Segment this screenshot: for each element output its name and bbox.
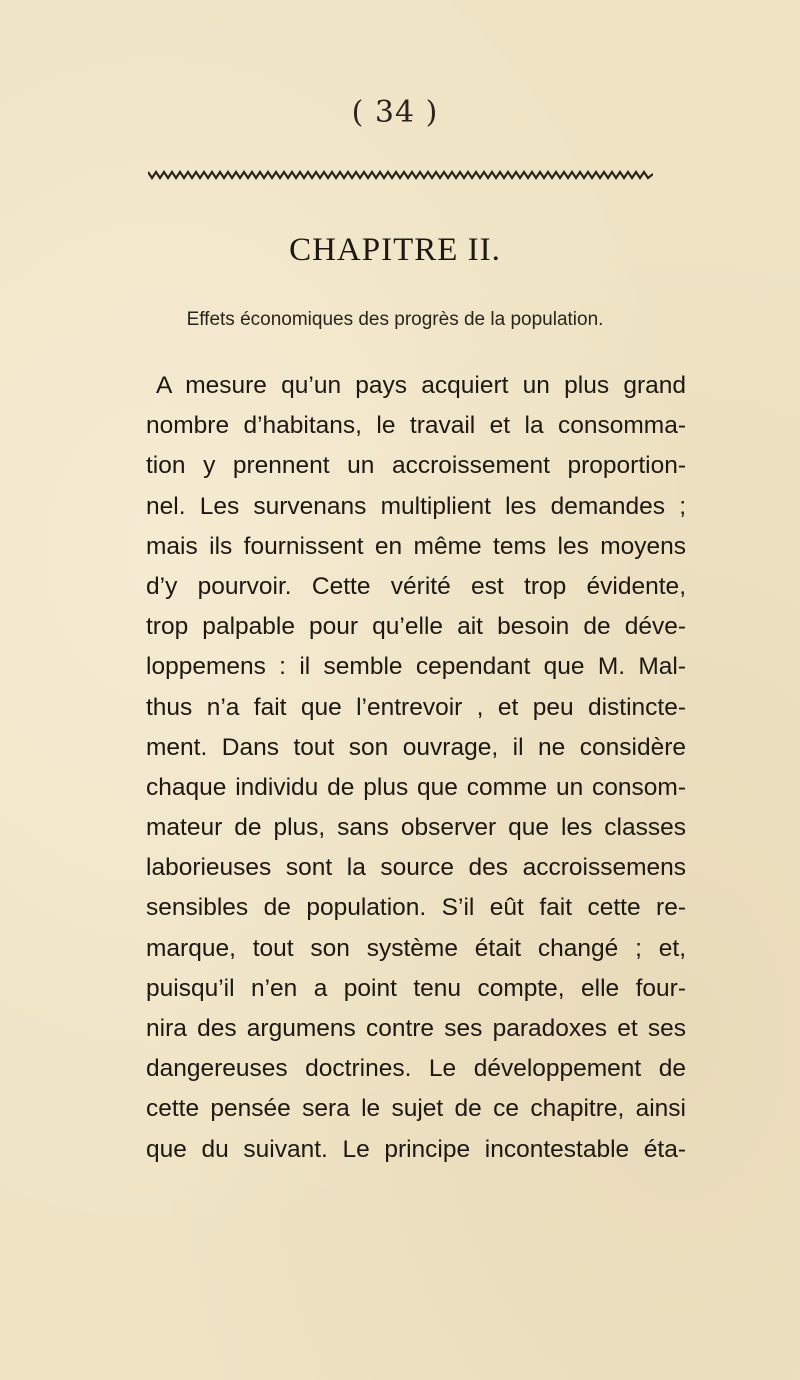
text-line: tion y prennent un accroissement proportion- <box>146 452 686 480</box>
text-line: puisqu’il n’en a point tenu compte, elle four- <box>146 974 686 1002</box>
text-line: loppemens : il semble cependant que M. Mal- <box>146 653 686 681</box>
text-line: que du suivant. Le principe incontestable éta- <box>146 1135 686 1163</box>
text-line: ment. Dans tout son ouvrage, il ne considère <box>146 733 686 761</box>
text-line: mais ils fournissent en même tems les moyens <box>146 532 686 560</box>
text-line: mateur de plus, sans observer que les classes <box>146 814 686 842</box>
text-line: cette pensée sera le sujet de ce chapitre, ainsi <box>146 1095 686 1123</box>
text-line: nombre d’habitans, le travail et la consomma- <box>146 412 686 440</box>
text-line: sensibles de population. S’il eût fait cette re- <box>146 894 686 922</box>
text-line: laborieuses sont la source des accroissemens <box>146 854 686 882</box>
page-number: ( 34 ) <box>351 95 439 130</box>
text-line: d’y pourvoir. Cette vérité est trop évidente, <box>146 572 686 600</box>
text-line: chaque individu de plus que comme un consom- <box>146 773 686 801</box>
text-line: A mesure qu’un pays acquiert un plus grand <box>156 372 686 399</box>
body-text <box>146 366 686 1170</box>
decorative-rule <box>148 168 653 182</box>
text-line: marque, tout son système était changé ; et, <box>146 934 686 962</box>
text-line: nira des argumens contre ses paradoxes et ses <box>146 1015 686 1042</box>
text-line: nel. Les survenans multiplient les demandes ; <box>146 492 686 520</box>
text-line: thus n’a fait que l’entrevoir , et peu distincte- <box>146 693 686 721</box>
text-line: trop palpable pour qu’elle ait besoin de déve- <box>146 613 686 641</box>
text-line: dangereuses doctrines. Le développement de <box>146 1055 686 1083</box>
chapter-title: CHAPITRE II. <box>289 232 501 268</box>
chapter-subtitle: Effets économiques des progrès de la population. <box>186 309 604 330</box>
